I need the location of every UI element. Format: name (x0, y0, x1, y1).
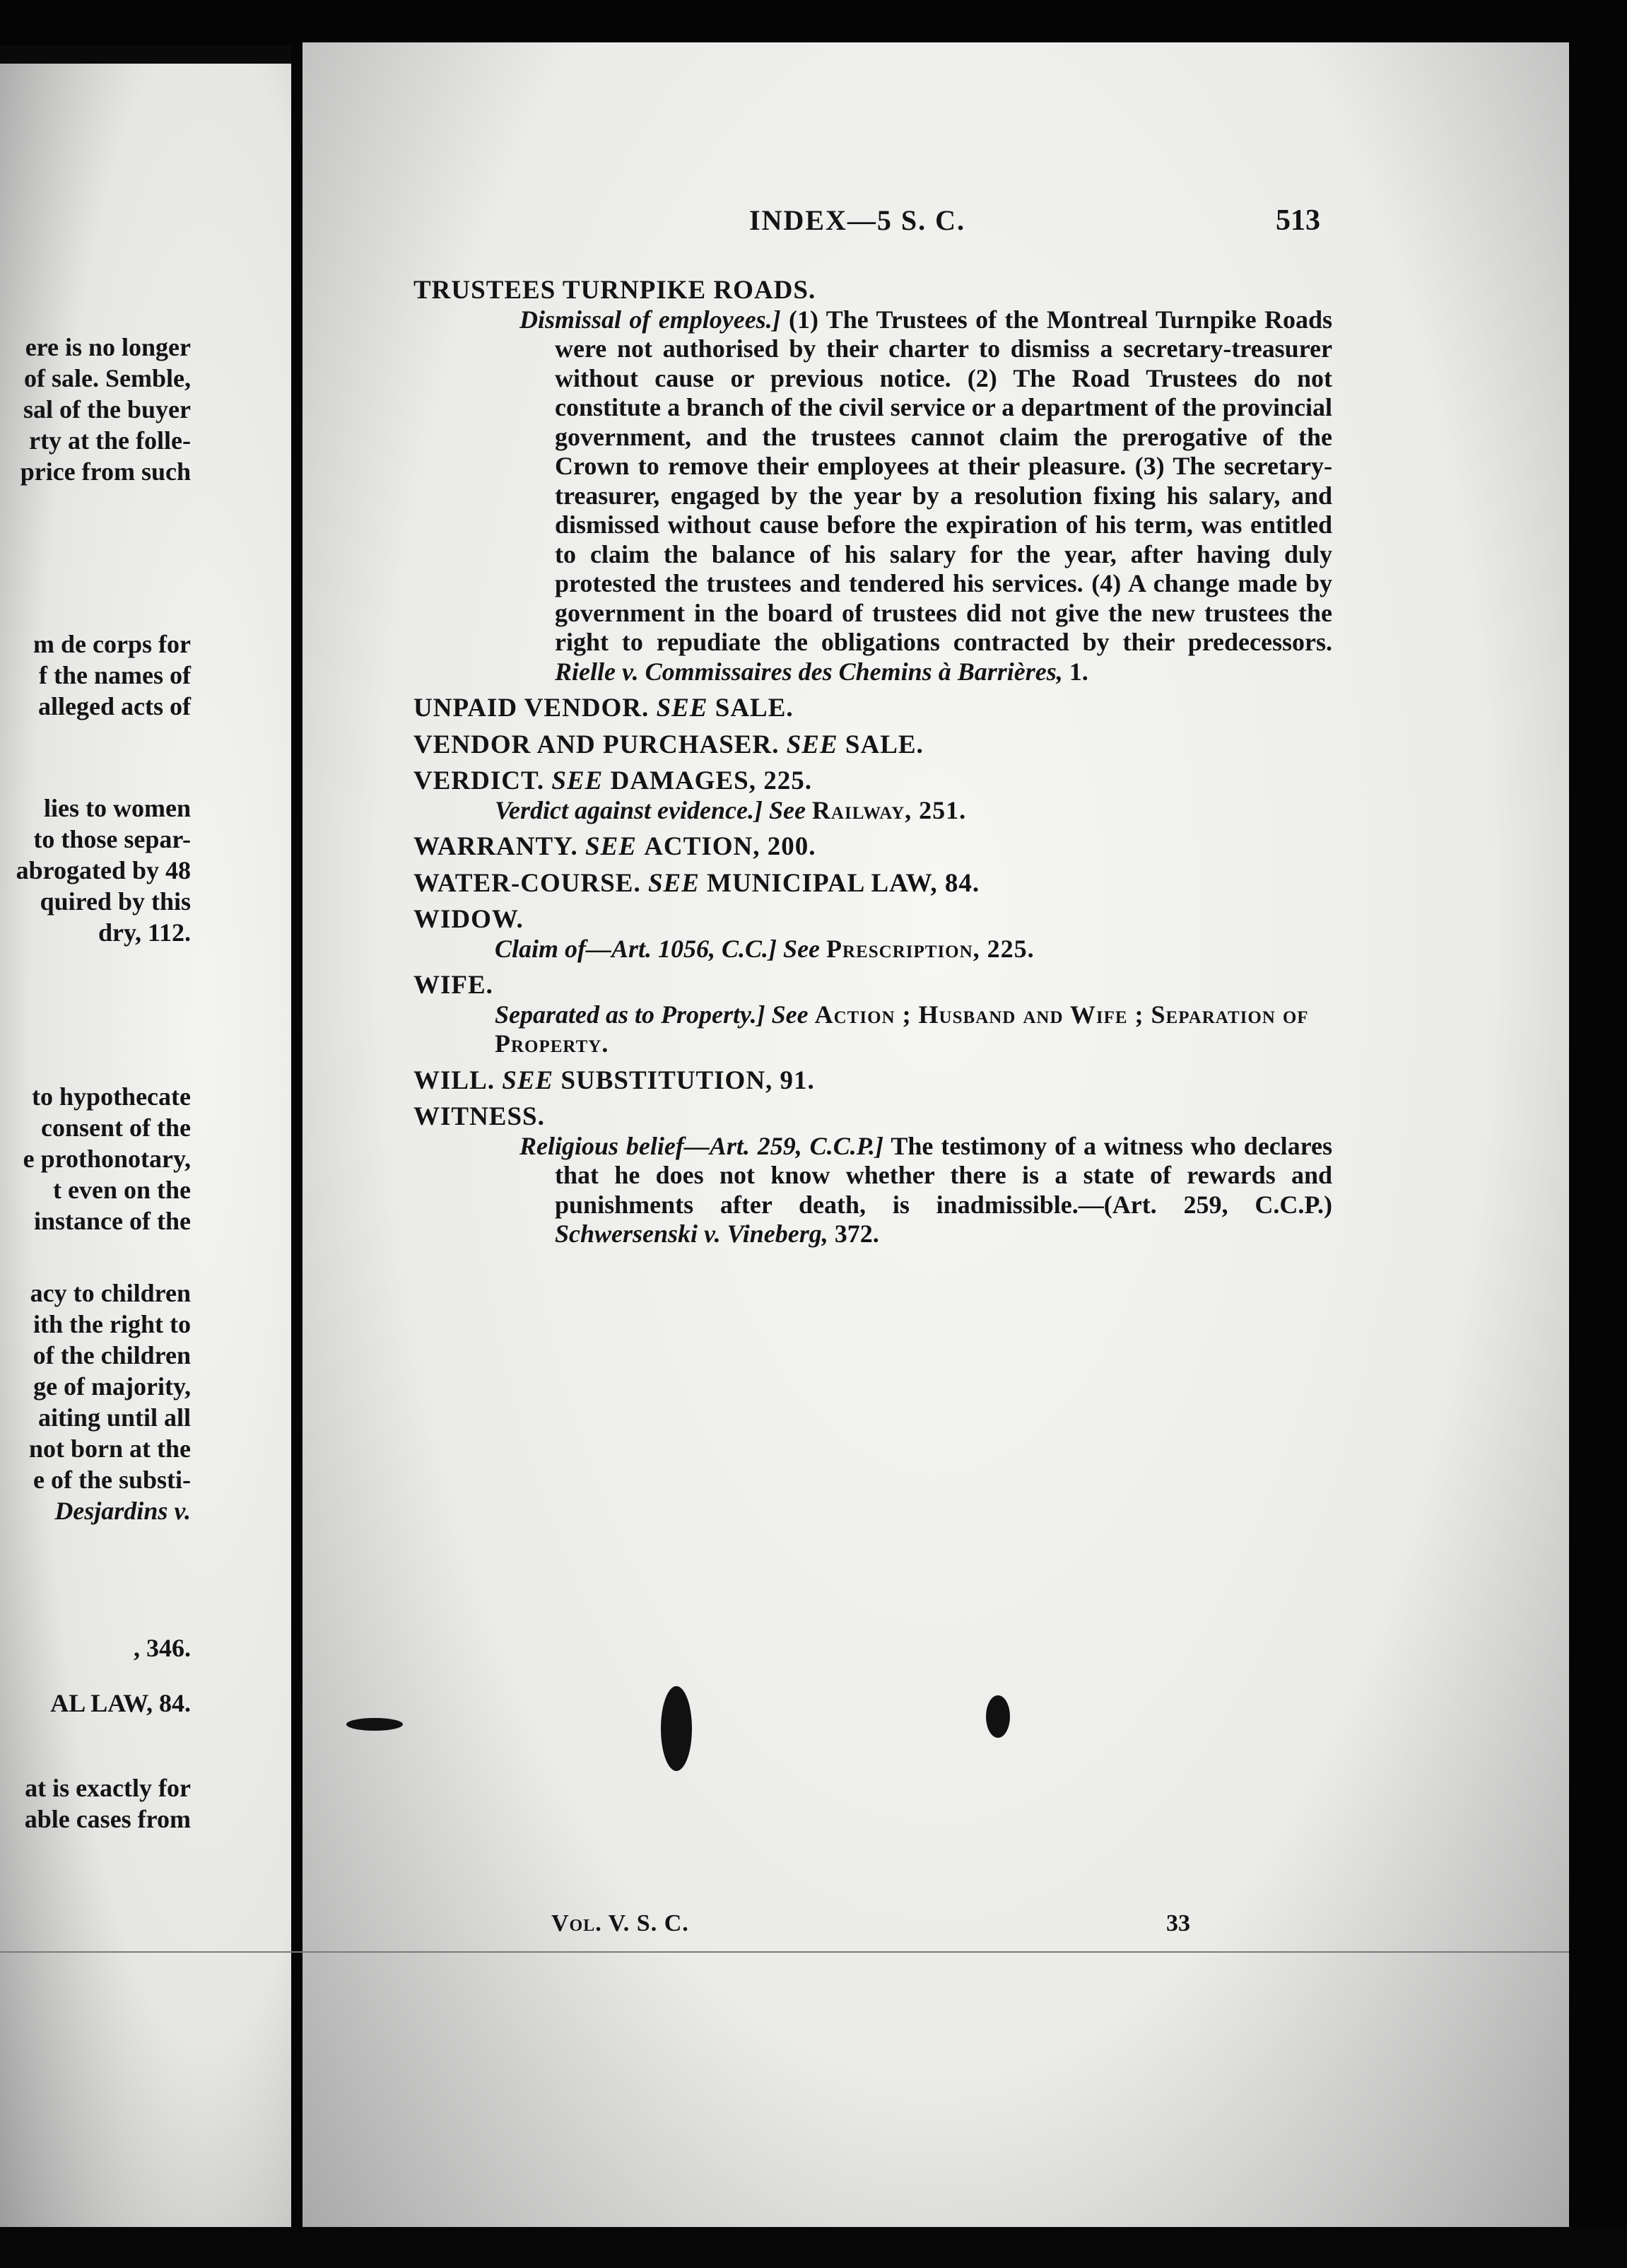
entry-widow (413, 905, 1332, 964)
left-fragment: at is exactly for (25, 1774, 191, 1802)
entry-wife (413, 971, 1332, 1059)
case-page: 372. (834, 1220, 879, 1248)
cross-reference: Prescription, 225. (826, 934, 1035, 963)
left-fragment: rty at the folle- (29, 426, 191, 455)
left-fragment: AL LAW, 84. (50, 1689, 191, 1717)
scan-bottom-border (0, 2227, 1627, 2268)
left-fragment: e prothonotary, (23, 1145, 191, 1173)
entry-text: (1) The Trustees of the Montreal Turnpike Roads were not authorised by their charter to dismiss a secretary-treasurer without cause or previous notice. (2) The Road Trustees do not constitute a branch of the civil service or a department of the provincial government, and the trustees cannot claim the prerogative of the Crown to remove their employees at their pleasure. (3) The secretary-treasurer, engaged by the year by a resolution fixing his salary, and dismissed without cause before the expiration of his term, was entitled to claim the balance of his salary for the year, after having duly protested the trustees and tendered his services. (4) A change made by government in the board of trustees did not give the new trustees the right to repudiate the obligations contracted by their predecessors. (555, 305, 1332, 656)
cross-reference: DAMAGES, 225. (610, 766, 812, 795)
cross-reference: Action ; Husband and Wife ; Separation of Property. (495, 1000, 1309, 1058)
left-fragment: able cases from (24, 1805, 191, 1833)
entry-heading: WIDOW. (413, 905, 524, 934)
left-fragment: m de corps for (33, 630, 191, 658)
cross-reference: SALE. (715, 694, 794, 723)
left-fragment: abrogated by 48 (16, 856, 191, 884)
left-fragment: Desjardins v. (54, 1497, 191, 1525)
scan-right-border (1569, 0, 1627, 2268)
entry-heading: TRUSTEES TURNPIKE ROADS. (413, 276, 816, 305)
page-number: 513 (1276, 204, 1320, 237)
page-gutter (291, 0, 303, 2268)
left-fragment: e of the substi- (33, 1466, 191, 1494)
left-fragment: instance of the (34, 1207, 191, 1235)
left-fragment: not born at the (28, 1434, 191, 1463)
see-label: See (783, 934, 821, 963)
index-entries (413, 269, 1332, 1249)
see-label: SEE (656, 694, 708, 723)
entry-unpaid-vendor (413, 694, 1332, 723)
entry-trustees (413, 276, 1332, 686)
entry-water-course (413, 869, 1332, 899)
left-fragment: to those separ- (33, 825, 191, 853)
left-page (0, 64, 291, 2227)
entry-heading: VENDOR AND PURCHASER. (413, 730, 780, 759)
left-fragment: dry, 112. (98, 918, 191, 947)
cross-reference: SUBSTITUTION, 91. (560, 1065, 815, 1095)
left-fragment: quired by this (40, 887, 191, 916)
see-label: See (768, 795, 806, 824)
entry-heading: VERDICT. (413, 766, 545, 795)
see-label: SEE (585, 832, 637, 861)
see-label: SEE (647, 868, 700, 898)
cross-reference: MUNICIPAL LAW, 84. (707, 868, 980, 898)
sub-entry (495, 935, 1332, 964)
entry-witness (413, 1102, 1332, 1249)
entry-will (413, 1066, 1332, 1096)
case-name: Schwersenski v. Vineberg, (555, 1220, 828, 1248)
sub-entry-lead: Verdict against evidence.] (495, 795, 763, 824)
left-fragment: alleged acts of (38, 692, 191, 720)
left-fragment: ith the right to (33, 1310, 191, 1338)
entry-paragraph (519, 305, 1332, 687)
cross-reference: SALE. (845, 730, 924, 759)
left-fragment: ge of majority, (33, 1372, 191, 1401)
sub-entry (495, 796, 1332, 826)
entry-heading: WARRANTY. (413, 832, 578, 861)
see-label: SEE (502, 1065, 554, 1095)
footer-signature: 33 (1166, 1910, 1190, 1936)
ink-blot (986, 1695, 1010, 1738)
see-label: SEE (786, 730, 838, 759)
case-name: Rielle v. Commissaires des Chemins à Barrières, (555, 657, 1063, 686)
cross-reference: ACTION, 200. (644, 832, 816, 861)
footer-volume: Vol. V. S. C. (551, 1910, 689, 1936)
see-label: SEE (551, 766, 604, 795)
left-fragment: consent of the (41, 1113, 191, 1142)
case-page: 1. (1069, 657, 1088, 686)
sub-entry-lead: Separated as to Property.] (495, 1000, 765, 1029)
left-fragment: price from such (20, 457, 191, 486)
ink-blot (661, 1686, 692, 1771)
left-fragment: , 346. (134, 1634, 191, 1662)
left-fragment: of sale. Semble, (24, 364, 191, 392)
cross-reference: Railway, 251. (811, 795, 967, 824)
left-fragment: sal of the buyer (23, 395, 191, 423)
left-fragment: t even on the (53, 1176, 191, 1204)
entry-text: The testimony of a witness who declares that he does not know whether there is a state of rewards and punishments after death, is inadmissible.—(Art. 259, C.C.P.) (555, 1131, 1332, 1219)
left-fragment: f the names of (39, 661, 191, 689)
left-fragment: lies to women (44, 794, 191, 822)
entry-verdict (413, 766, 1332, 825)
entry-lead: Dismissal of employees.] (519, 305, 781, 334)
ink-blot (346, 1718, 403, 1731)
entry-heading: UNPAID VENDOR. (413, 694, 650, 723)
sub-entry (495, 1000, 1332, 1059)
left-fragment: ere is no longer (25, 333, 191, 361)
left-fragment: to hypothecate (32, 1082, 191, 1111)
entry-heading: WIFE. (413, 971, 493, 1000)
scan-top-border (0, 0, 1627, 45)
entry-paragraph (519, 1132, 1332, 1249)
entry-heading: WILL. (413, 1065, 495, 1095)
left-fragment: acy to children (30, 1279, 191, 1307)
scan-rule-line (0, 1951, 1627, 1953)
entry-heading-line (413, 766, 1332, 796)
entry-lead: Religious belief—Art. 259, C.C.P.] (519, 1131, 884, 1160)
entry-warranty (413, 832, 1332, 862)
running-head: INDEX—5 S. C. (749, 204, 966, 236)
entry-heading: WATER-COURSE. (413, 868, 641, 898)
see-label: See (771, 1000, 809, 1029)
left-fragment: of the children (33, 1341, 191, 1369)
entry-vendor-purchaser (413, 730, 1332, 760)
entry-heading: WITNESS. (413, 1102, 545, 1131)
sub-entry-lead: Claim of—Art. 1056, C.C.] (495, 934, 777, 963)
left-fragment: aiting until all (37, 1403, 191, 1432)
